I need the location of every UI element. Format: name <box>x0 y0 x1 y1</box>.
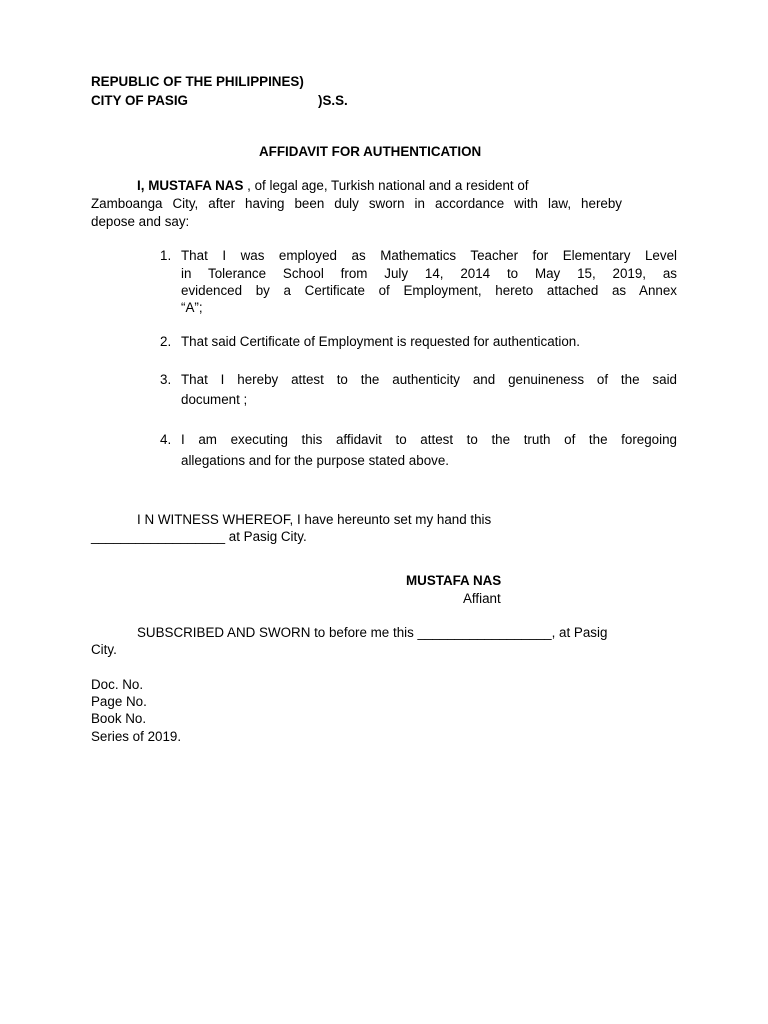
witness-line-2: __________________ at Pasig City. <box>91 529 307 544</box>
item-3-line-1: That I hereby attest to the authenticity and genuineness of the said <box>181 372 677 387</box>
item-number: 1. <box>160 248 172 263</box>
intro-pronoun: I, <box>137 178 145 193</box>
item-2-line-1: That said Certificate of Employment is requested for authentication. <box>181 334 580 349</box>
affiant-role: Affiant <box>463 591 501 606</box>
item-number: 3. <box>160 372 172 387</box>
subscribed-line-2: City. <box>91 642 117 657</box>
doc-no: Doc. No. <box>91 677 144 692</box>
intro-line-1 <box>137 178 529 193</box>
document-title: AFFIDAVIT FOR AUTHENTICATION <box>259 144 482 159</box>
witness-line-1: I N WITNESS WHEREOF, I have hereunto set my hand this <box>137 512 492 527</box>
affiant-name-inline: MUSTAFA NAS <box>148 178 244 193</box>
affiant-signature-name: MUSTAFA NAS <box>406 573 502 588</box>
header-ss: )S.S. <box>318 93 348 108</box>
item-1-line-3: evidenced by a Certificate of Employment, hereto attached as Annex <box>181 283 677 298</box>
item-number: 2. <box>160 334 172 349</box>
intro-line-1-rest: , of legal age, Turkish national and a resident of <box>247 178 529 193</box>
intro-line-3: depose and say: <box>91 214 190 229</box>
item-1-line-1: That I was employed as Mathematics Teacher for Elementary Level <box>181 248 677 263</box>
item-1-line-2: in Tolerance School from July 14, 2014 to May 15, 2019, as <box>181 266 677 281</box>
intro-line-2: Zamboanga City, after having been duly sworn in accordance with law, hereby <box>91 196 622 211</box>
item-4-line-1: I am executing this affidavit to attest to the truth of the foregoing <box>181 432 677 447</box>
series-year: Series of 2019. <box>91 729 182 744</box>
page-no: Page No. <box>91 694 147 709</box>
item-1-line-4: “A”; <box>181 300 203 315</box>
item-4-line-2: allegations and for the purpose stated above. <box>181 453 450 468</box>
item-number: 4. <box>160 432 172 447</box>
book-no: Book No. <box>91 711 147 726</box>
header-republic: REPUBLIC OF THE PHILIPPINES) <box>91 74 304 89</box>
subscribed-line-1: SUBSCRIBED AND SWORN to before me this __________________, at Pasig <box>137 625 608 640</box>
header-city: CITY OF PASIG <box>91 93 188 108</box>
item-3-line-2: document ; <box>181 392 248 407</box>
